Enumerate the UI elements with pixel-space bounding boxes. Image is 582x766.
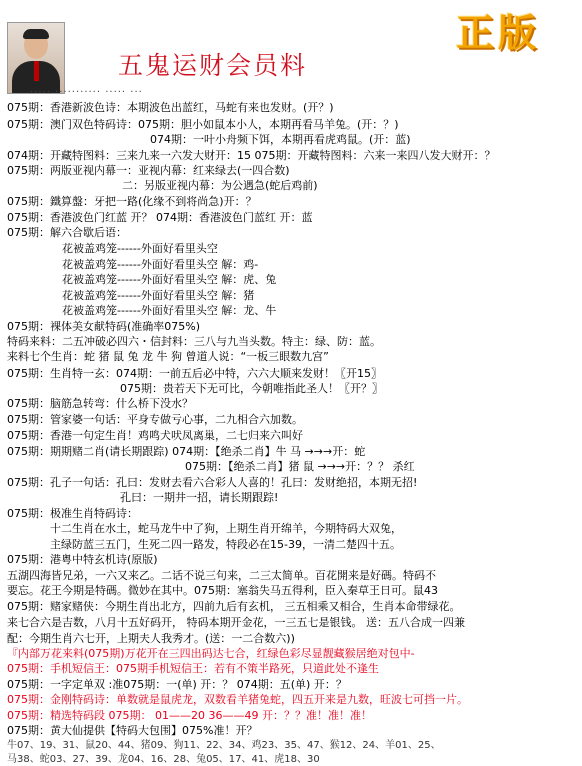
page-title: 五鬼运财会员料 <box>118 51 308 80</box>
text-line: 075期：【绝杀二肖】猪 鼠 →→→开：？？ 杀红 <box>185 460 415 473</box>
tie-shape <box>34 61 39 81</box>
text-line: 孔曰：一期井一招，请长期跟踪! <box>120 491 279 504</box>
footer-line: 马38、蛇03、27、39、龙04、16、28、兔05、17、41、虎18、30 <box>7 754 320 765</box>
text-line: 花被盖鸡笼------外面好看里头空 <box>62 242 218 255</box>
text-line: 075期：香港波色门红蓝 开？ 074期：香港波色门蓝红 开：蓝 <box>7 211 313 224</box>
text-line: 来料七个生肖：蛇 猪 鼠 兔 龙 牛 狗 曾道人说：“一板三眼数九宫” <box>7 350 329 363</box>
text-line: 来七合六是吉数，八月十五好码开， 特码本期开金花，一三五七是银钱。 送：五八合成一四兼 <box>7 616 465 629</box>
garbled-strip: ..... ........... ..... ... <box>30 84 143 95</box>
text-line: 075期：鐵算盤：牙把一路(化缘不到将尚急)开：？ <box>7 195 257 208</box>
text-line: 075期：手机短信王：075期手机短信王：若有不策半路死，只道此处不逢生 <box>7 662 379 675</box>
text-line: 075期：极准生肖特码诗： <box>7 507 138 520</box>
text-line: 花被盖鸡笼------外面好看里头空 解：龙、牛 <box>62 304 277 317</box>
text-line: 075期：澳门双色特码诗：075期：胆小如鼠本小人，本期再看马羊兔。(开：？) <box>7 118 399 131</box>
text-line: 075期：精选特码段 075期： 01——20 36——49 开：？？准！准！准！ <box>7 709 372 722</box>
text-line: 花被盖鸡笼------外面好看里头空 解：猪 <box>62 289 255 302</box>
text-line: 主绿防蓝三五门，生死二四一路发，特段必在15-39，一清二楚四十五。 <box>50 538 401 551</box>
text-line: 074期：开藏特图料：三来九来一六发大财开：15 075期：开藏特图料：六来一来四八发大财开：？ <box>7 149 496 162</box>
text-line: 特码来料：二五冲破必四六・信封料：三八与九当头数。特主：绿、防：蓝。 <box>7 335 381 348</box>
text-line: 075期：脑筋急转弯：什么桥下没水？ <box>7 397 193 410</box>
text-line: 075期：两版亚视内幕一：亚视内幕：红来绿去(一四合数) <box>7 164 290 177</box>
text-line: 075期：香港新波色诗：本期波色出蓝红，马蛇有来也发财。(开？) <box>7 101 334 114</box>
text-line: 075期：香港一句定生肖！鸡鸣犬吠凤离巢，二七归来六叫好 <box>7 429 303 442</box>
text-line: 075期：黄大仙提供【特码大包围】075%准！开？ <box>7 724 258 737</box>
text-line: 配：今期生肖六七开，上期夫人我秀才。(送：一二合数六)) <box>7 632 295 645</box>
text-line: 075期：孔子一句话：孔曰：发财去看六合彩人人喜的！孔曰：发财绝招，本期无招! <box>7 476 418 489</box>
text-line: 075期：裸体美女献特码(准确率075%) <box>7 320 201 333</box>
text-line: 075期：赌家赌侠：今期生肖出北方，四前九后有玄机， 三五相乘又相合，生肖本命带绿花。 <box>7 600 461 613</box>
text-line: 『内部万花来料(075期)万花开在三四出码达七合，红绿色彩尽显靓藏猴居绝对包中- <box>7 647 415 660</box>
text-line: 075期：一字定单双 :准075期：一(单) 开：？ 074期：五(单) 开：？ <box>7 678 347 691</box>
text-line: 要忘。花王今期是特碼。微妙在其中。075期：塞翁失马五得利，臣入秦草王日可。鼠43 <box>7 584 438 597</box>
text-line: 075期：管家婆一句话：平身专做亏心事，二九相合六加数。 <box>7 413 303 426</box>
text-line: 075期：港粤中特玄机诗(原版) <box>7 553 158 566</box>
text-line: 十二生肖在水土，蛇马龙牛中了狗，上期生肖开绵羊，今期特码大双兔， <box>50 522 402 535</box>
text-line: 074期：一叶小舟频下饵，本期再看虎鸡鼠。(开：蓝) <box>150 133 411 146</box>
text-line: 075期：贵若天下无可比，今朝唯指此圣人！〖开？〗 <box>120 382 383 395</box>
text-line: 075期：生肖特一玄：074期：一前五后必中特，六六大顺来发财！〖开15〗 <box>7 367 382 380</box>
text-line: 花被盖鸡笼------外面好看里头空 解：虎、兔 <box>62 273 277 286</box>
text-line: 二：另版亚视内幕：为公遇急(蛇后鸡前) <box>122 179 318 192</box>
text-line: 075期：金刚特码诗：单数就是鼠虎龙，双数看羊猪兔蛇，四五开来是九数，旺波七可挡一片。 <box>7 693 468 706</box>
text-line: 075期：期期赌二肖(请长期跟踪) 074期：【绝杀二肖】牛 马 →→→开：蛇 <box>7 445 366 458</box>
text-line: 075期：解六合歇后语： <box>7 226 127 239</box>
footer-line: 牛07、19、31、鼠20、44、猪09、狗11、22、34、鸡23、35、47、猴12、24、羊01、25、 <box>7 740 441 751</box>
genuine-stamp: 正版 <box>456 10 541 55</box>
text-line: 花被盖鸡笼------外面好看里头空 解：鸡- <box>62 258 259 271</box>
hair-shape <box>23 29 49 39</box>
text-line: 五湖四海皆兄弟，一六又来乙。二话不说三句来，二三太简单。百花開来是好碼。特码不 <box>7 569 436 582</box>
